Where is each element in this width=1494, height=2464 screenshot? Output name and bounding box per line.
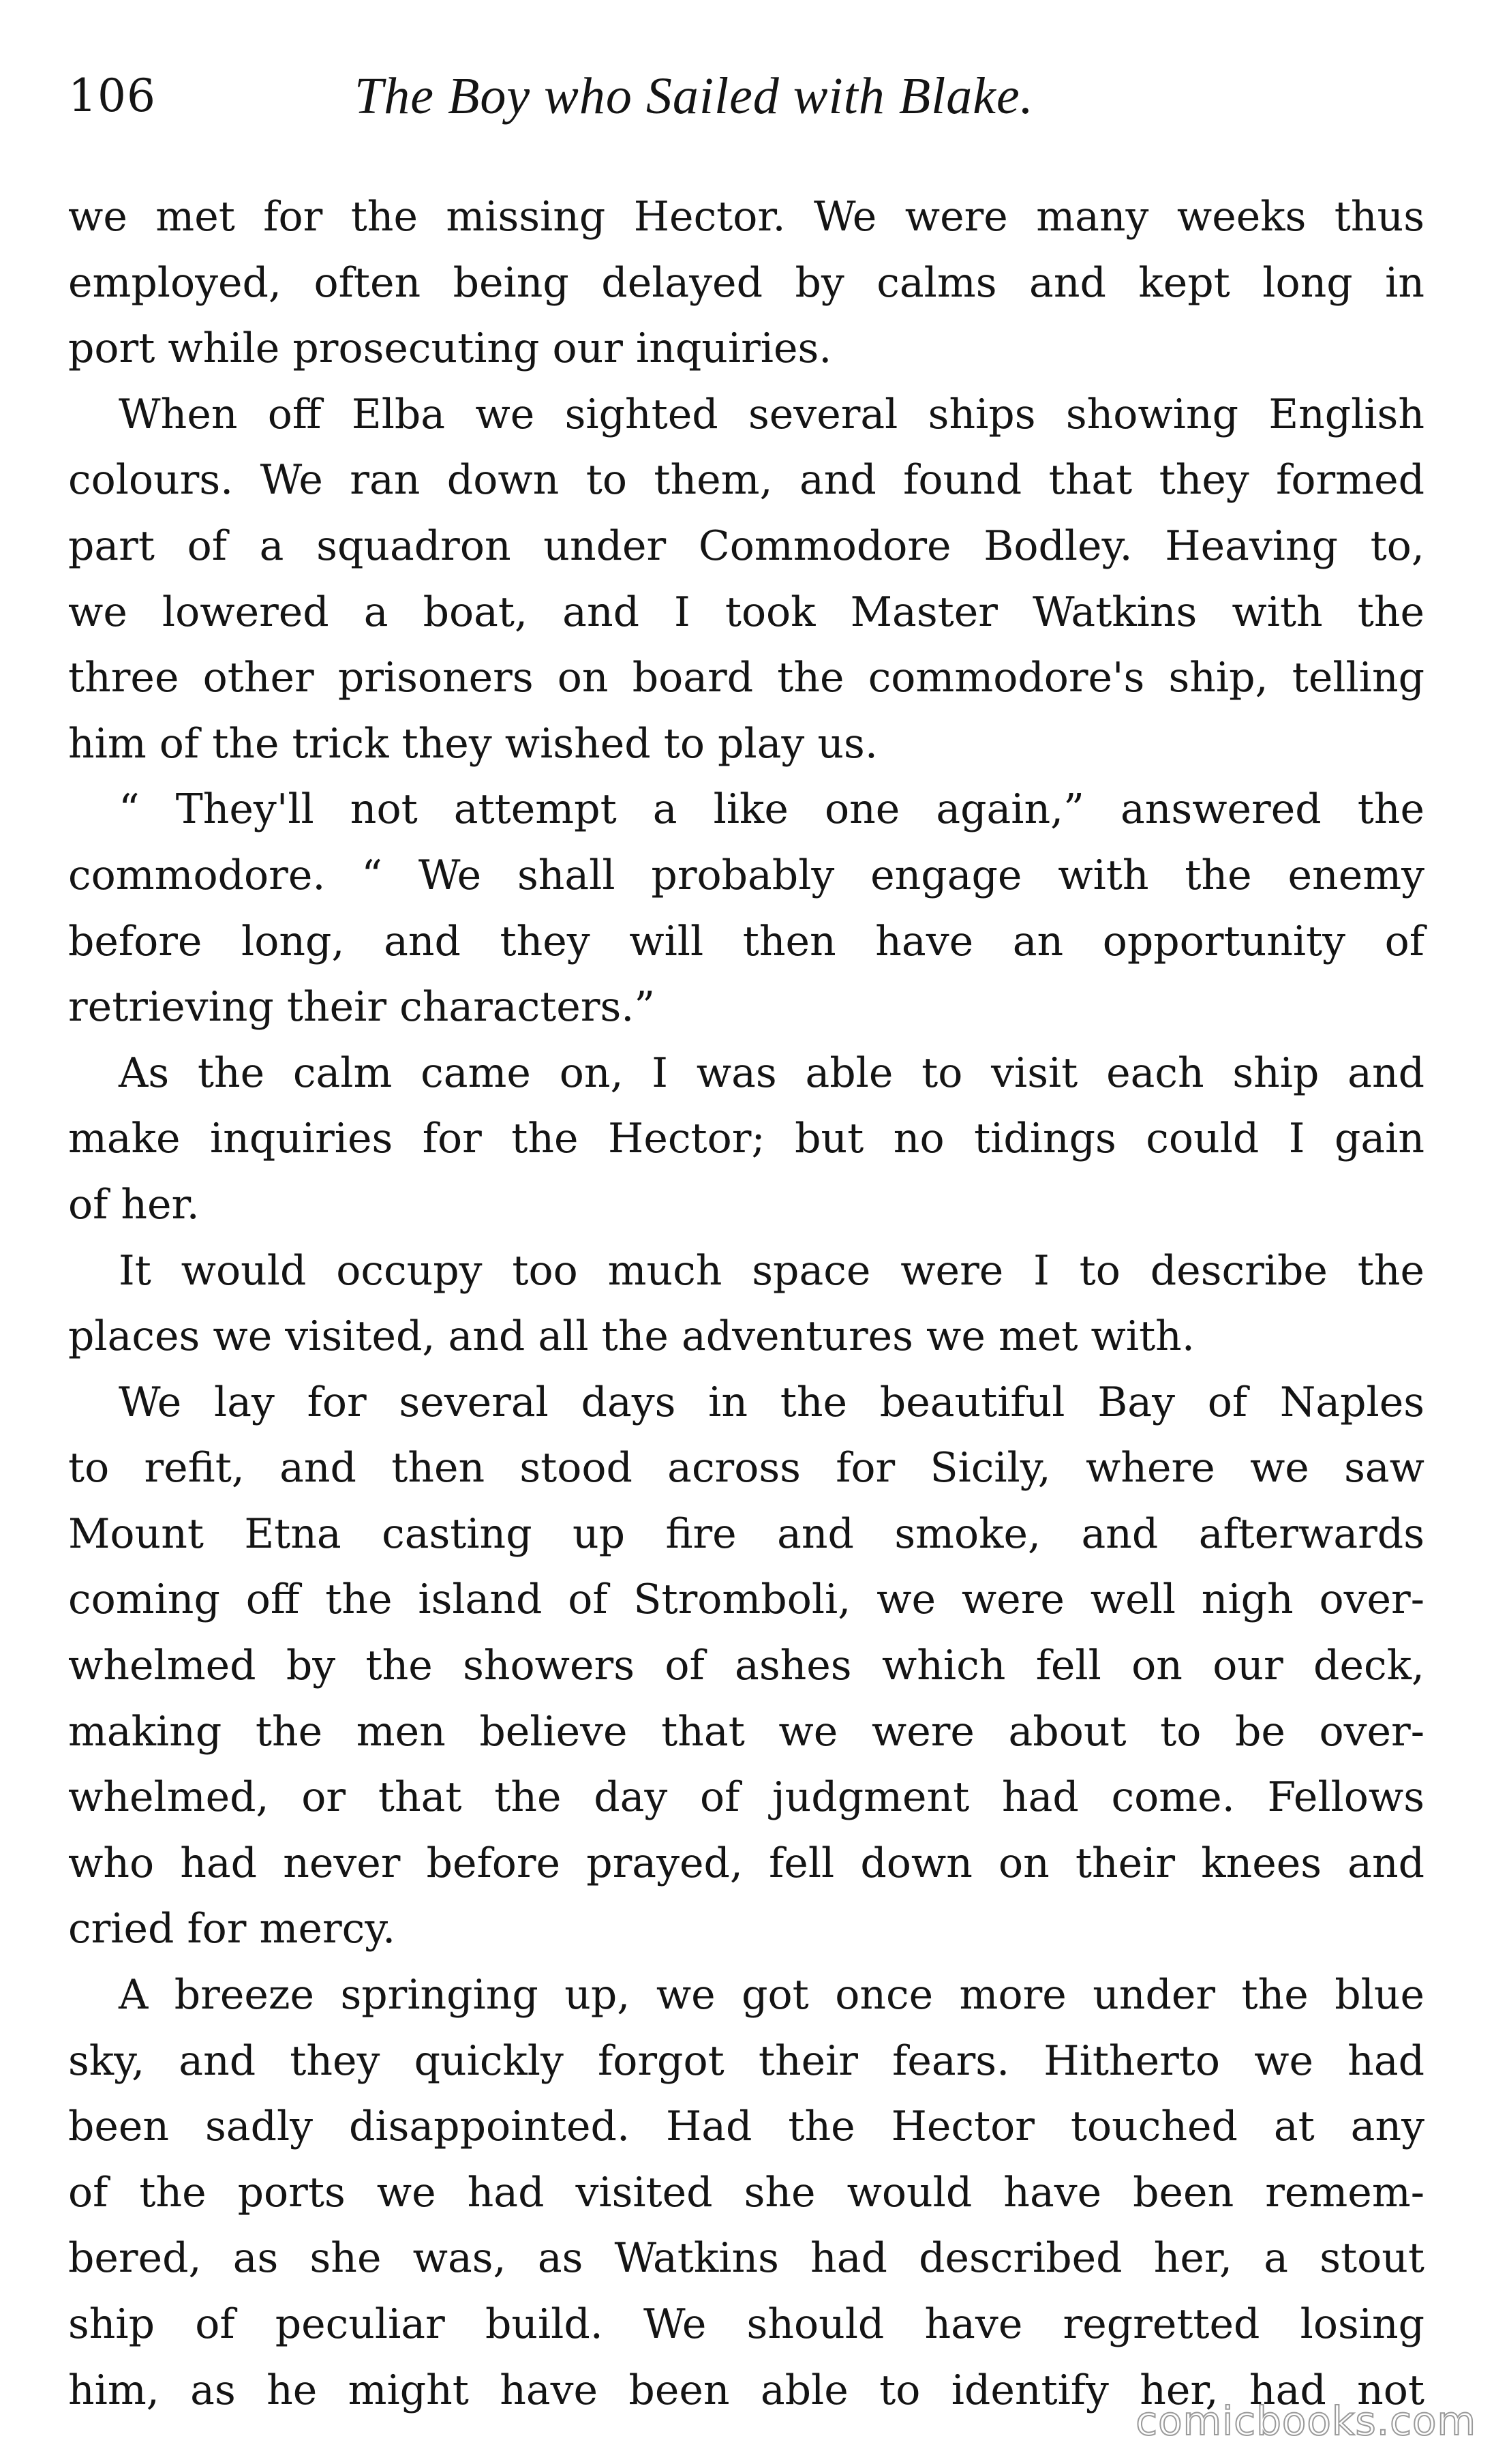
text-line: colours. We ran down to them, and found that they formed: [68, 456, 1424, 505]
text-line: bered, as she was, as Watkins had described her, a stout: [68, 2234, 1424, 2283]
text-line: employed, often being delayed by calms and kept long in: [68, 258, 1424, 307]
text-line: who had never before prayed, fell down on their knees and: [68, 1839, 1424, 1887]
text-line: whelmed, or that the day of judgment had come. Fellows: [68, 1773, 1424, 1822]
text-line: whelmed by the showers of ashes which fell on our deck,: [68, 1642, 1424, 1690]
text-line: coming off the island of Stromboli, we were well nigh over-: [68, 1576, 1424, 1624]
text-line: “ They'll not attempt a like one again,” answered the: [119, 785, 1424, 834]
text-line: Mount Etna casting up fire and smoke, and afterwards: [68, 1509, 1424, 1558]
text-line: places we visited, and all the adventures we met with.: [68, 1312, 1195, 1361]
page-number: 106: [68, 70, 156, 122]
text-line: three other prisoners on board the commodore's ship, telling: [68, 654, 1424, 702]
text-line: we met for the missing Hector. We were many weeks thus: [68, 193, 1424, 241]
text-line: port while prosecuting our inquiries.: [68, 325, 832, 373]
text-line: making the men believe that we were about to be over-: [68, 1707, 1424, 1756]
text-line: to refit, and then stood across for Sicily, where we saw: [68, 1444, 1424, 1492]
text-line: been sadly disappointed. Had the Hector touched at any: [68, 2103, 1424, 2151]
page-header: [68, 59, 1424, 134]
running-title: The Boy who Sailed with Blake.: [354, 67, 1034, 125]
text-line: sky, and they quickly forgot their fears. Hitherto we had: [68, 2037, 1424, 2085]
text-line: As the calm came on, I was able to visit each ship and: [119, 1049, 1424, 1097]
text-line: We lay for several days in the beautiful Bay of Naples: [119, 1378, 1424, 1426]
text-line: When off Elba we sighted several ships showing English: [119, 390, 1424, 438]
body-text: [68, 184, 1424, 2423]
text-line: A breeze springing up, we got once more under the blue: [119, 1971, 1424, 2019]
text-line: make inquiries for the Hector; but no tidings could I gain: [68, 1115, 1424, 1163]
text-line: him, as he might have been able to identify her, had not: [68, 2366, 1424, 2414]
text-line: before long, and they will then have an opportunity of: [68, 917, 1424, 965]
text-line: commodore. “ We shall probably engage with the enemy: [68, 851, 1424, 899]
text-line: him of the trick they wished to play us.: [68, 719, 878, 768]
text-line: we lowered a boat, and I took Master Watkins with the: [68, 588, 1424, 636]
text-line: of her.: [68, 1180, 200, 1229]
text-line: ship of peculiar build. We should have regretted losing: [68, 2300, 1424, 2348]
text-line: of the ports we had visited she would have been remem-: [68, 2168, 1424, 2217]
text-line: It would occupy too much space were I to describe the: [119, 1246, 1424, 1295]
text-line: cried for mercy.: [68, 1905, 396, 1953]
watermark: comicbooks.com: [1135, 2398, 1476, 2444]
text-line: part of a squadron under Commodore Bodley. Heaving to,: [68, 522, 1424, 570]
text-line: retrieving their characters.”: [68, 983, 656, 1032]
